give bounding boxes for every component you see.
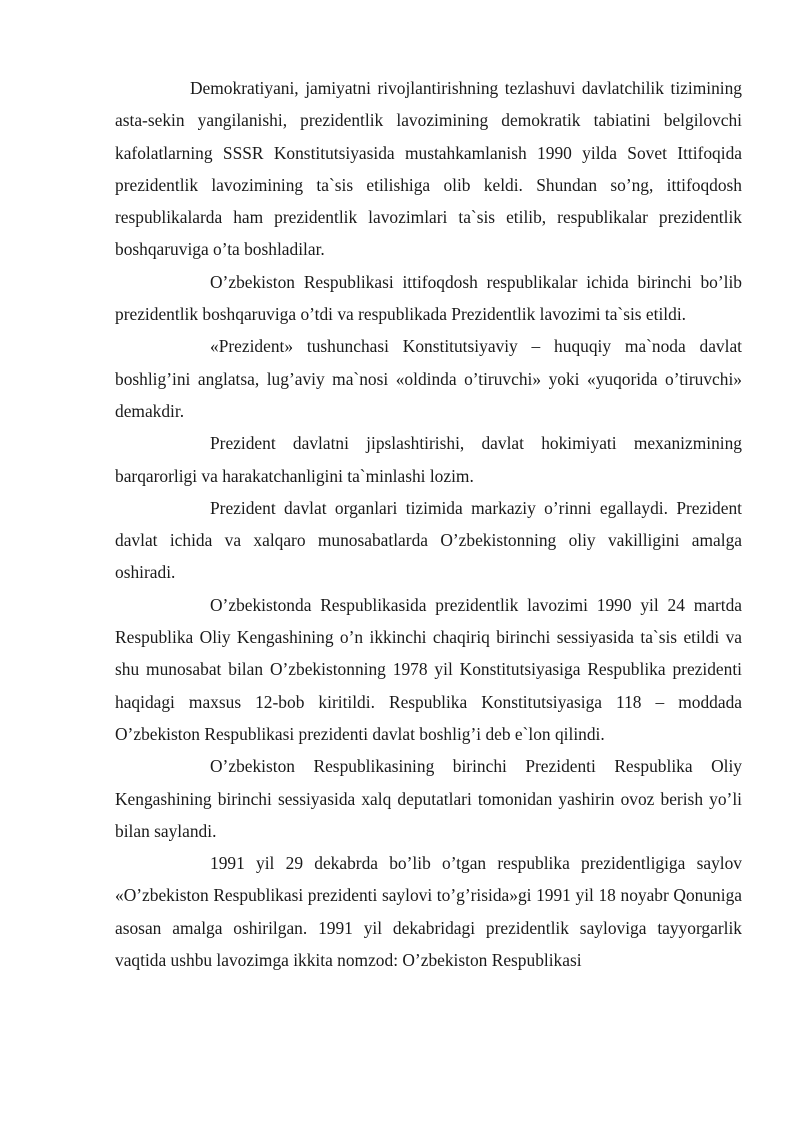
paragraph-3: «Prezident» tushunchasi Konstitutsiyaviy – huquqiy ma`noda davlat boshlig’ini anglatsa, lug’aviy ma`nosi «oldinda o’tiruvchi» yoki «yuqorida o’tiruvchi» demakdir. [115,336,742,421]
paragraph-4: Prezident davlatni jipslashtirishi, davlat hokimiyati mexanizmining barqarorligi va harakatchanligini ta`minlashi lozim. [115,433,742,486]
paragraph-1: Demokratiyani, jamiyatni rivojlantirishning tezlashuvi davlatchilik tizimining asta-sekin yangilanishi, prezidentlik lavozimining demokratik tabiatini belgilovchi kafolatlarning SSSR Konstitutsiyasida mustahkamlanish 1990 yilda Sovet Ittifoqida prezidentlik lavozimining ta`sis etilishiga olib keldi. Shundan so’ng, ittifoqdosh respublikalarda ham prezidentlik lavozimlari ta`sis etilib, respublikalar prezidentlik boshqaruviga o’ta boshladilar. [115,78,742,260]
paragraph-6: O’zbekistonda Respublikasida prezidentlik lavozimi 1990 yil 24 martda Respublika Oliy Kengashining o’n ikkinchi chaqiriq birinchi sessiyasida ta`sis etildi va shu munosabat bilan O’zbekistonning 1978 yil Konstitutsiyasiga Respublika prezidenti haqidagi maxsus 12-bob kiritildi. Respublika Konstitutsiyasiga 118 – moddada O’zbekiston Respublikasi prezidenti davlat boshlig’i deb e`lon qilindi. [115,594,742,744]
document-page [115,72,742,976]
paragraph-2: O’zbekiston Respublikasi ittifoqdosh respublikalar ichida birinchi bo’lib prezidentlik boshqaruviga o’tdi va respublikada Prezidentlik lavozimi ta`sis etildi. [115,271,742,325]
paragraph-5: Prezident davlat organlari tizimida markaziy o’rinni egallaydi. Prezident davlat ichida va xalqaro munosabatlarda O’zbekistonning oliy vakilligini amalga oshiradi. [115,497,742,583]
paragraph-7: O’zbekiston Respublikasining birinchi Prezidenti Respublika Oliy Kengashining birinchi sessiyasida xalq deputatlari tomonidan yashirin ovoz berish yo’li bilan saylandi. [115,756,742,841]
paragraph-8: 1991 yil 29 dekabrda bo’lib o’tgan respublika prezidentligiga saylov «O’zbekiston Respublikasi prezidenti saylovi to’g’risida»gi 1991 yil 18 noyabr Qonuniga asosan amalga oshirilgan. 1991 yil dekabridagi prezidentlik sayloviga tayyorgarlik vaqtida ushbu lavozimga ikkita nomzod: O’zbekiston Respublikasi [115,853,742,971]
